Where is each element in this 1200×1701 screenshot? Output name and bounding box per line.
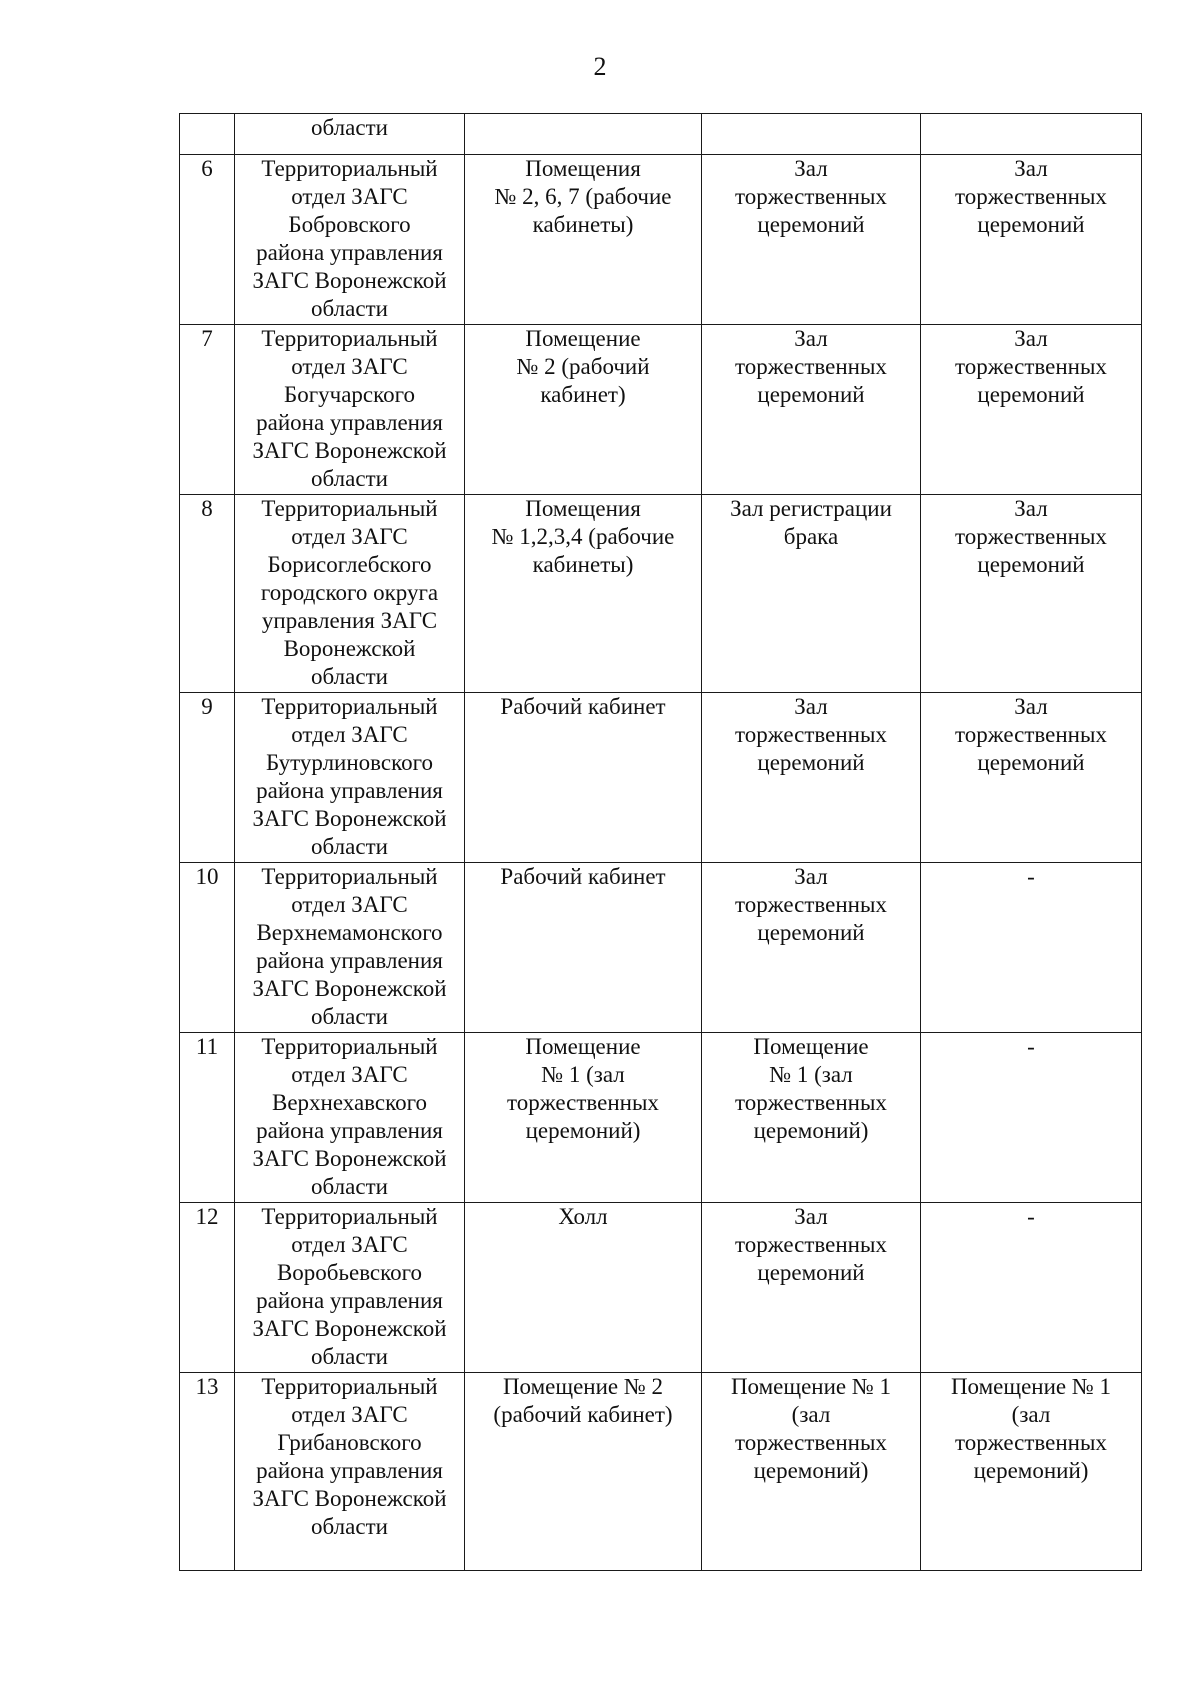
table-row: [180, 1373, 1142, 1571]
cell-organization: области: [235, 114, 465, 155]
cell-organization: Территориальный отдел ЗАГС Воробьевского района управления ЗАГС Воронежской области: [235, 1203, 465, 1373]
cell-room: [465, 114, 702, 155]
cell-room: Холл: [465, 1203, 702, 1373]
cell-number: [180, 114, 235, 155]
cell-ceremony-hall: Зал торжественных церемоний: [702, 863, 921, 1033]
cell-organization: Территориальный отдел ЗАГС Верхнехавского района управления ЗАГС Воронежской области: [235, 1033, 465, 1203]
cell-alternate-hall: Помещение № 1 (зал торжественных церемоний): [921, 1373, 1142, 1571]
cell-number: 13: [180, 1373, 235, 1571]
page-number: 2: [593, 52, 607, 81]
cell-alternate-hall: -: [921, 1033, 1142, 1203]
cell-organization: Территориальный отдел ЗАГС Бутурлиновского района управления ЗАГС Воронежской области: [235, 693, 465, 863]
cell-number: 9: [180, 693, 235, 863]
table-row: [180, 863, 1142, 1033]
cell-room: Помещение № 1 (зал торжественных церемоний): [465, 1033, 702, 1203]
cell-alternate-hall: -: [921, 863, 1142, 1033]
cell-room: Рабочий кабинет: [465, 863, 702, 1033]
cell-organization: Территориальный отдел ЗАГС Богучарского района управления ЗАГС Воронежской области: [235, 325, 465, 495]
cell-ceremony-hall: [702, 114, 921, 155]
cell-room: Помещения № 1,2,3,4 (рабочие кабинеты): [465, 495, 702, 693]
cell-number: 11: [180, 1033, 235, 1203]
cell-alternate-hall: -: [921, 1203, 1142, 1373]
cell-alternate-hall: [921, 114, 1142, 155]
cell-ceremony-hall: Помещение № 1 (зал торжественных церемоний): [702, 1373, 921, 1571]
cell-ceremony-hall: Зал торжественных церемоний: [702, 325, 921, 495]
cell-number: 6: [180, 155, 235, 325]
cell-organization: Территориальный отдел ЗАГС Бобровского района управления ЗАГС Воронежской области: [235, 155, 465, 325]
cell-ceremony-hall: Зал торжественных церемоний: [702, 693, 921, 863]
cell-ceremony-hall: Зал торжественных церемоний: [702, 155, 921, 325]
registry-table: [179, 113, 1142, 1571]
cell-organization: Территориальный отдел ЗАГС Грибановского района управления ЗАГС Воронежской области: [235, 1373, 465, 1571]
table-row: [180, 693, 1142, 863]
table-row: [180, 155, 1142, 325]
table-row: [180, 1203, 1142, 1373]
table-row-continuation: [180, 114, 1142, 155]
cell-room: Помещение № 2 (рабочий кабинет): [465, 325, 702, 495]
cell-number: 8: [180, 495, 235, 693]
cell-alternate-hall: Зал торжественных церемоний: [921, 325, 1142, 495]
cell-room: Помещения № 2, 6, 7 (рабочие кабинеты): [465, 155, 702, 325]
cell-room: Помещение № 2 (рабочий кабинет): [465, 1373, 702, 1571]
cell-number: 10: [180, 863, 235, 1033]
cell-alternate-hall: Зал торжественных церемоний: [921, 495, 1142, 693]
cell-number: 7: [180, 325, 235, 495]
cell-alternate-hall: Зал торжественных церемоний: [921, 155, 1142, 325]
table-row: [180, 1033, 1142, 1203]
table-row: [180, 495, 1142, 693]
cell-organization: Территориальный отдел ЗАГС Борисоглебского городского округа управления ЗАГС Воронежской области: [235, 495, 465, 693]
table-row: [180, 325, 1142, 495]
cell-alternate-hall: Зал торжественных церемоний: [921, 693, 1142, 863]
cell-ceremony-hall: Помещение № 1 (зал торжественных церемоний): [702, 1033, 921, 1203]
cell-organization: Территориальный отдел ЗАГС Верхнемамонского района управления ЗАГС Воронежской области: [235, 863, 465, 1033]
cell-ceremony-hall: Зал регистрации брака: [702, 495, 921, 693]
cell-ceremony-hall: Зал торжественных церемоний: [702, 1203, 921, 1373]
cell-room: Рабочий кабинет: [465, 693, 702, 863]
cell-number: 12: [180, 1203, 235, 1373]
